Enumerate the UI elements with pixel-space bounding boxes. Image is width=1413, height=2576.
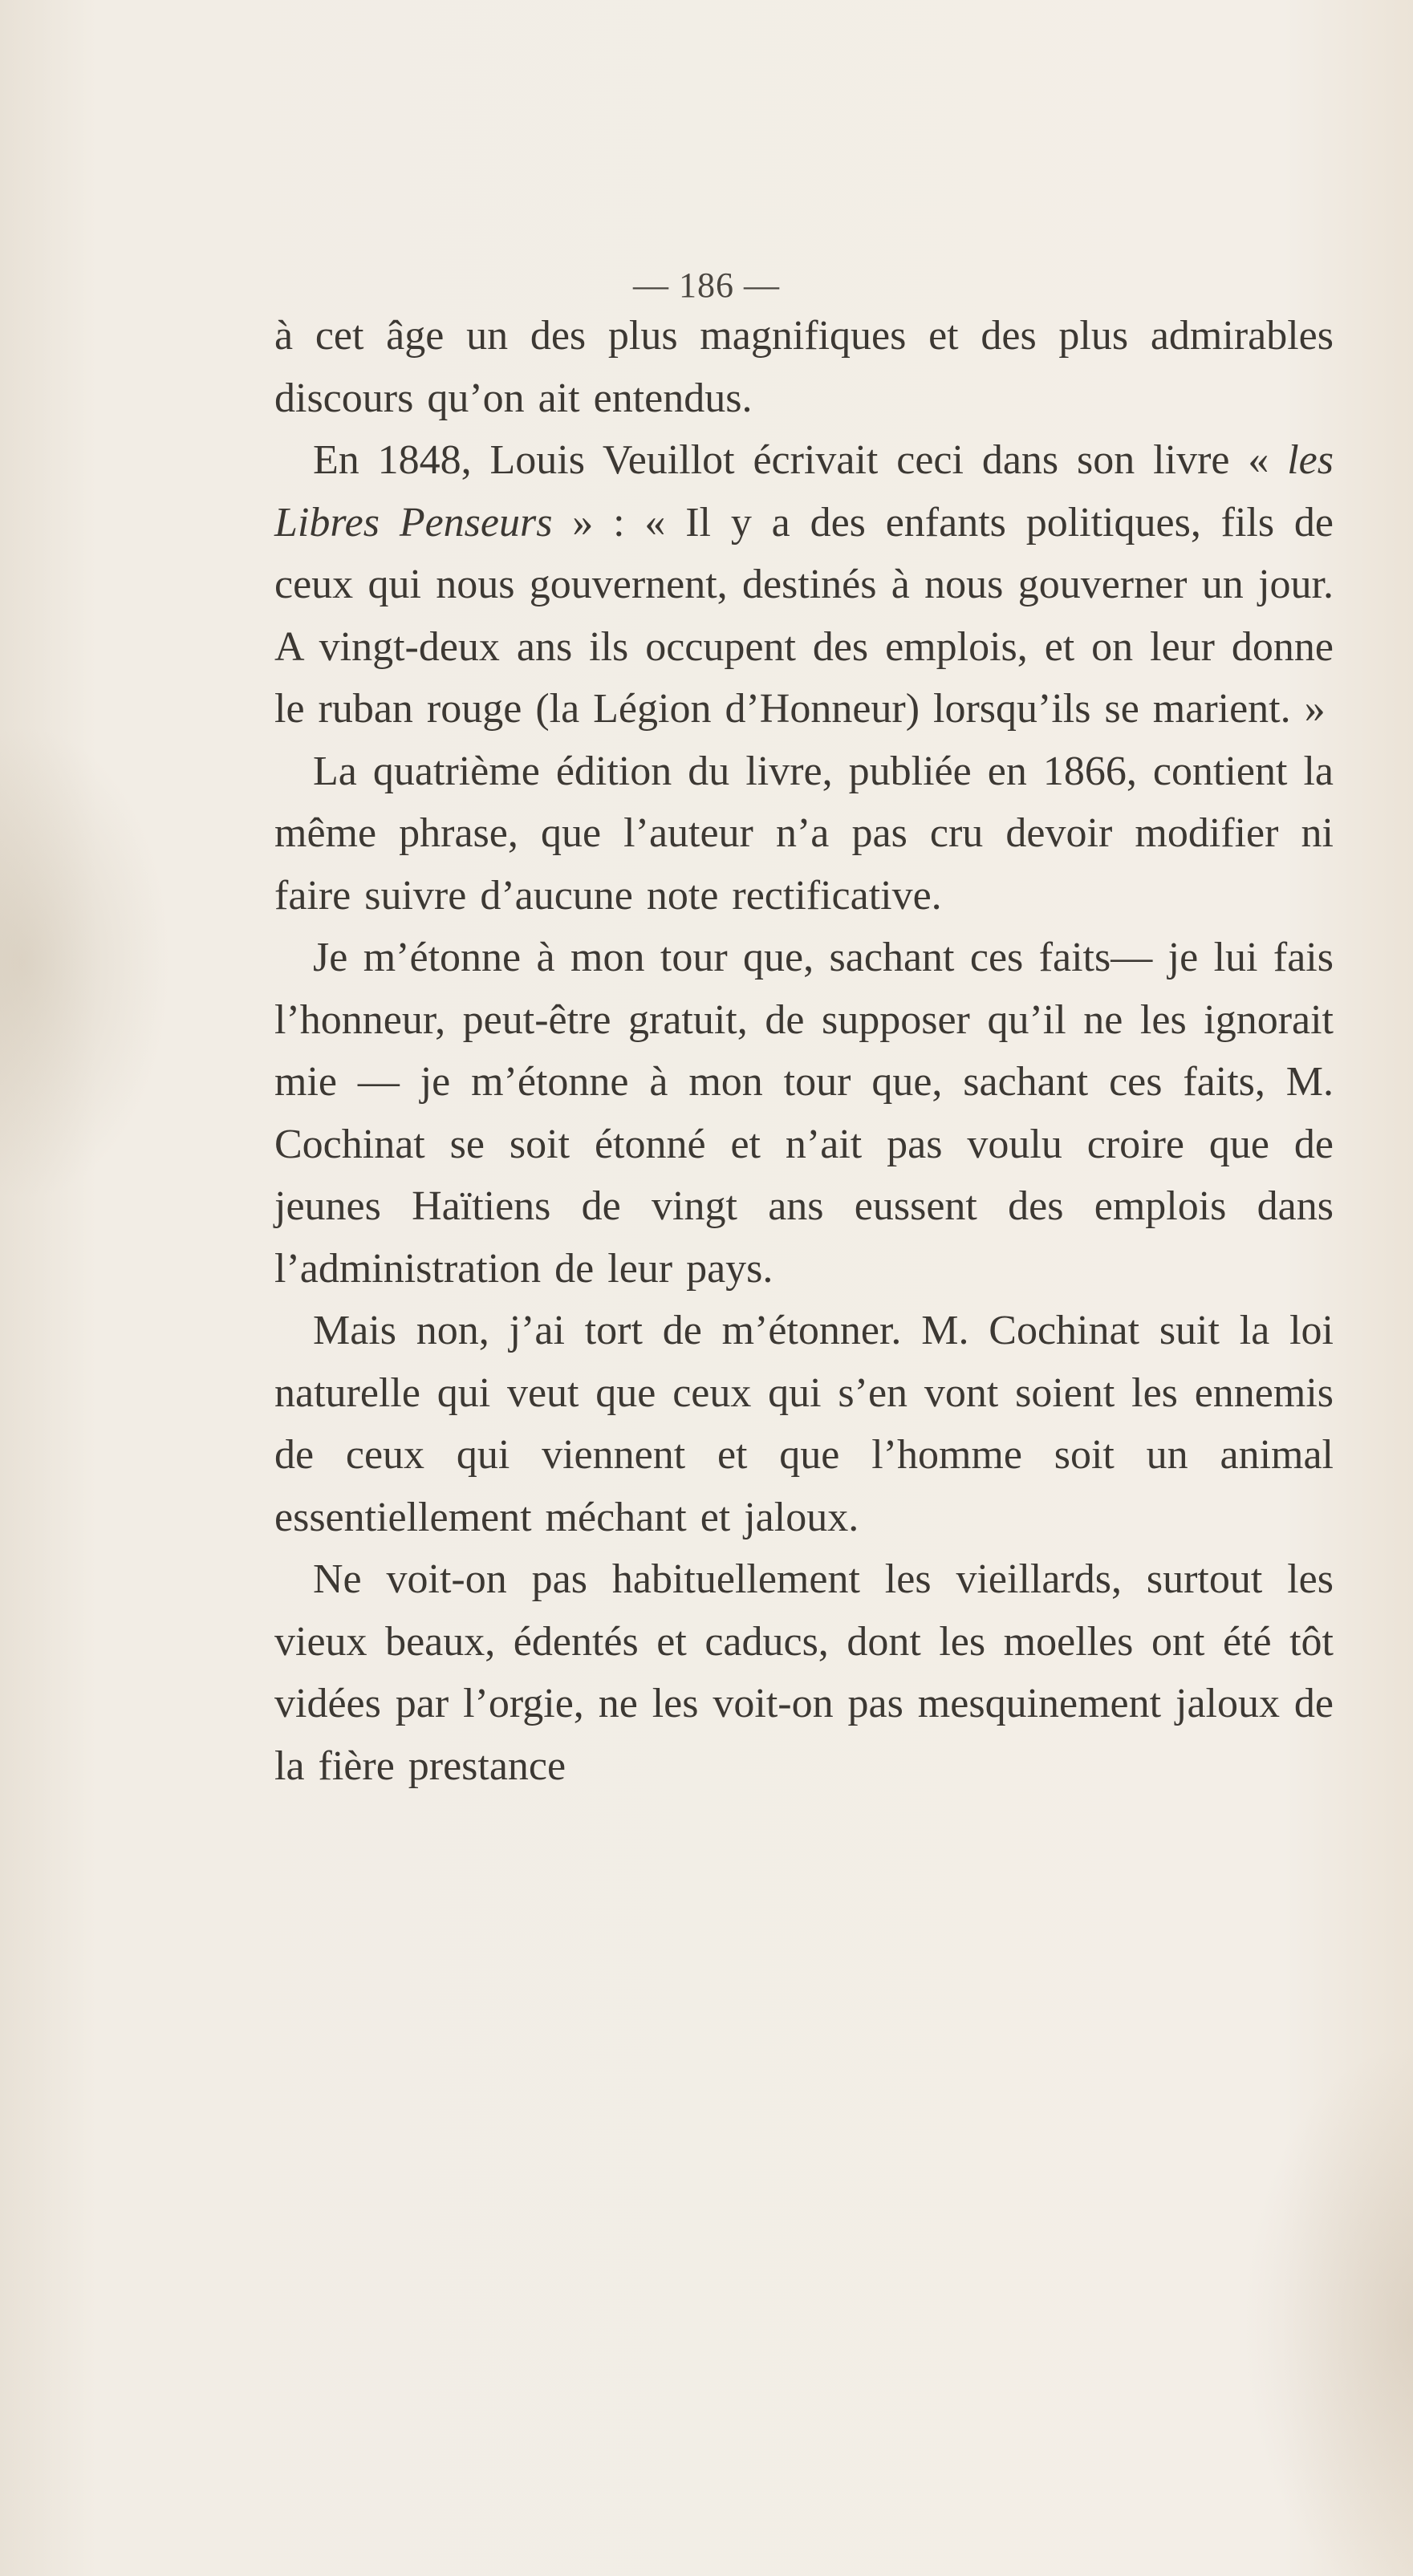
paragraph-2-before-title: En 1848, Louis Veuillot écrivait ceci dans son livre « xyxy=(313,437,1288,483)
paragraph-2-after-title: » : « Il y a des enfants politiques, fils de ceux qui nous gouvernent, destinés à nous gouverner un jour. A vingt-deux ans ils occupent des emplois, et on leur donne le ruban rouge (la Légion d’Honneur) lorsqu’ils se marient. » xyxy=(274,499,1334,732)
paragraph-6: Ne voit-on pas habituellement les vieillards, surtout les vieux beaux, édentés et caducs, dont les moelles ont été tôt vidées par l’orgie, ne les voit-on pas mesquinement jaloux de la fière prestance xyxy=(274,1556,1334,1789)
paragraph-2 xyxy=(274,429,1334,740)
paragraph-4: Je m’étonne à mon tour que, sachant ces faits— je lui fais l’honneur, peut-être gratuit, de supposer qu’il ne les ignorait mie — je m’étonne à mon tour que, sachant ces faits, M. Cochinat se soit étonné et n’ait pas voulu croire que de jeunes Haïtiens de vingt ans eussent des emplois dans l’administration de leur pays. xyxy=(274,935,1334,1292)
book-title: les Libres Penseurs xyxy=(274,437,1334,546)
paragraph-3: La quatrième édition du livre, publiée en 1866, contient la même phrase, que l’auteur n’a pas cru devoir modifier ni faire suivre d’aucune note rectificative. xyxy=(274,748,1334,919)
body-text xyxy=(274,305,1334,1797)
page-number: — 186 — xyxy=(633,266,780,305)
paragraph-5: Mais non, j’ai tort de m’étonner. M. Cochinat suit la loi naturelle qui veut que ceux qui s’en vont soient les ennemis de ceux qui viennent et que l’homme soit un animal essentiellement méchant et jaloux. xyxy=(274,1308,1334,1540)
paragraph-1: à cet âge un des plus magnifiques et des plus admirables discours qu’on ait entendus. xyxy=(274,313,1334,421)
